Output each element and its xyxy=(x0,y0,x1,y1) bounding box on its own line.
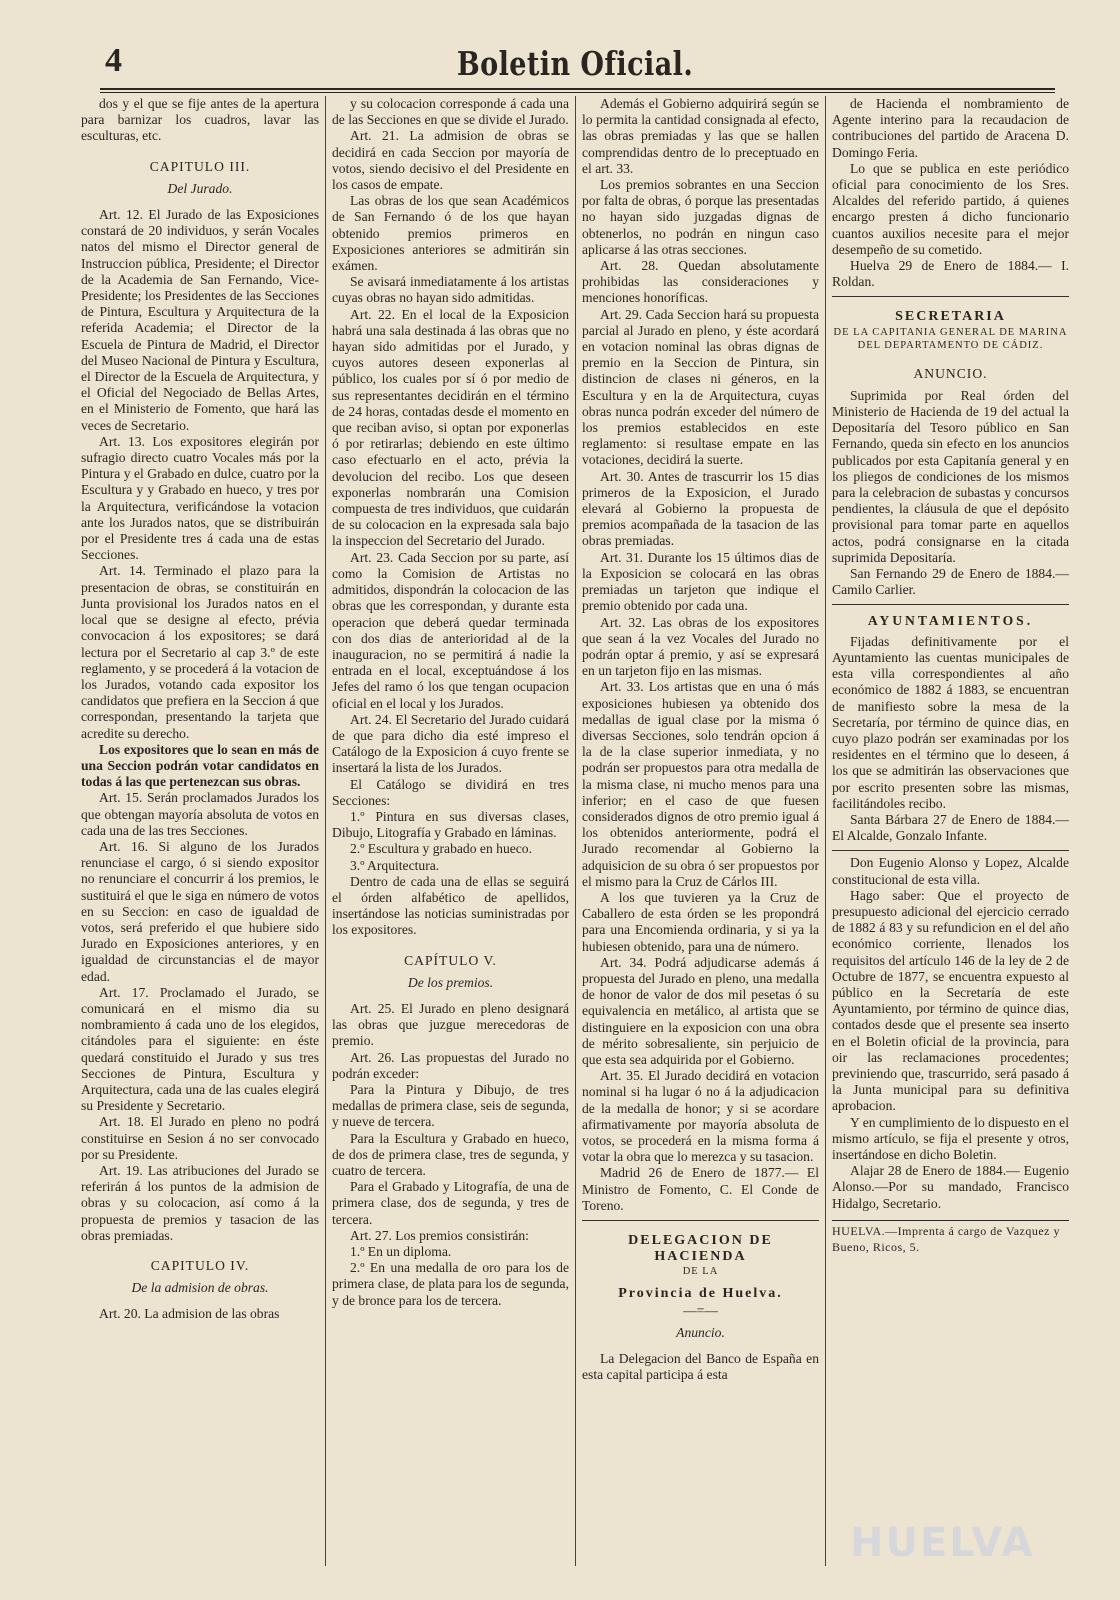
ornament-divider: —=— xyxy=(683,1302,718,1318)
signature: San Fernando 29 de Enero de 1884.—Camilo Carlier. xyxy=(832,566,1069,598)
notice-heading: ANUNCIO. xyxy=(913,365,988,381)
paragraph: 2.º Escultura y grabado en hueco. xyxy=(350,841,533,857)
signature: Alajar 28 de Enero de 1884.— Eugenio Alonso.—Por su mandado, Francisco Hidalgo, Secretario. xyxy=(832,1163,1069,1211)
signature: Madrid 26 de Enero de 1877.— El Ministro de Fomento, C. El Conde de Toreno. xyxy=(582,1165,819,1213)
paragraph: Se avisará inmediatamente á los artistas cuyas obras no hayan sido admitidas. xyxy=(332,274,569,306)
header-rule xyxy=(100,88,1055,93)
paragraph: Los premios sobrantes en una Seccion por falta de obras, ó porque las presentadas no hayan sido juzgadas dignas de obtenerlos, no podrán en ningun caso aplicarse á las otras secciones. xyxy=(582,177,819,257)
archive-watermark: HUELVA xyxy=(850,1520,1035,1566)
column-1 xyxy=(75,96,325,1566)
paragraph: Art. 33. Los artistas que en una ó más exposiciones hubiesen ya obtenido dos medallas de igual clase por la misma ó diversas Secciones, solo tendrán opcion á la de la clase superior inmediata, y no podrán ser propuestos para otra medalla de la misma clase, ni mucho menos para una inferior; en el caso de que fuesen considerados dignos de otro premio igual á los obtenidos anteriormente, podrá el Jurado recomendar al Gobierno la adquisicion de su obra ó ser propuestos por el mismo para la Cruz de Cárlos III. xyxy=(582,679,819,889)
paragraph: Las obras de los que sean Académicos de San Fernando ó de los que hayan obtenido premios primeros en Exposiciones anteriores se admitirán sin exámen. xyxy=(332,193,569,274)
page-number: 4 xyxy=(105,42,122,79)
chapter-heading: CAPITULO IV. xyxy=(150,1258,250,1274)
chapter-heading: CAPÍTULO V. xyxy=(404,952,497,968)
paragraph: Art. 15. Serán proclamados Jurados los que obtengan mayoría absoluta de votos en cada una de las tres Secciones. xyxy=(81,790,319,838)
paragraph: Fijadas definitivamente por el Ayuntamiento las cuentas municipales de esta villa correspondientes al año económico de 1882 á 1883, se encuentran de manifiesto sobre la mesa de la Secretaría, por término de quince dias, en cuyo plazo podrán ser examinadas por los residentes en el término que lo deseen, á los que se admitirán las observaciones que por escrito presenten sobre las mismas, facilitándoles recibo. xyxy=(832,633,1069,811)
imprint: HUELVA.—Imprenta á cargo de Vazquez y Bueno, Ricos, 5. xyxy=(832,1220,1069,1255)
paragraph: Art. 17. Proclamado el Jurado, se comunicará en el mismo dia su nombramiento á cada uno de los elegidos, citándoles para el siguiente: en éste quedará constituido el Jurado y sus tres Secciones de Pintura, Escultura y Arquitectura, cada una de las cuales elegirá su Presidente y Secretario. xyxy=(81,984,319,1114)
paragraph: Art. 35. El Jurado decidirá en votacion nominal si ha lugar ó no á la adjudicacion de la medalla de honor; y si se acordare afirmativamente por mayoría absoluta de votos, se procederá en la misma forma á votar la obra que lo merezca y su tasacion. xyxy=(582,1068,819,1165)
paragraph: Art. 14. Terminado el plazo para la presentacion de obras, se constituirán en Junta provisional los Jurados natos en el local que se designe al efecto, prévia convocacion á los expositores; se dará lectura por el Secretario al cap 3.º de este reglamento, y se procederá á la votacion de los Jurados, votando cada expositor los candidatos que prefiera en la Seccion á que correspondan, presentando la tarjeta que acredite su derecho. xyxy=(81,563,319,741)
paragraph: de Hacienda el nombramiento de Agente interino para la recaudacion de contribuciones del partido de Aracena D. Domingo Feria. xyxy=(832,96,1069,160)
paragraph: El Catálogo se dividirá en tres Secciones: xyxy=(332,776,569,808)
paragraph: Art. 13. Los expositores elegirán por sufragio directo cuatro Vocales más por la Pintura y el Grabado en dulce, cuatro por la Escultura y y Grabado en hueco, y tres por la Arquitectura, verificándose la votacion ante los Jurados natos, que se distribuirán por el Presidente tres á cada una de estas Secciones. xyxy=(81,433,319,563)
paragraph: 1.º En un diploma. xyxy=(350,1244,452,1260)
notice-heading: Anuncio. xyxy=(676,1324,725,1340)
paragraph: Art. 21. La admision de obras se decidirá en cada Seccion por mayoría de votos, siendo decisivo el del Presidente en los casos de empate. xyxy=(332,128,569,193)
paragraph: Suprimida por Real órden del Ministerio de Hacienda de 19 del actual la Depositaría del Tesoro público en San Fernando, queda sin efecto en los anuncios publicados por esta Capitanía general y en los pliegos de condiciones de los mismos para la celebracion de subastas y concursos pendientes, la cláusula de que el depósito provisional para tomar parte en aquellos actos, podrá consignarse en la citada suprimida Depositaría. xyxy=(832,387,1069,565)
paragraph: Art. 18. El Jurado en pleno no podrá constituirse en Sesion á no ser convocado por su Presidente. xyxy=(81,1114,319,1162)
paragraph: Art. 19. Las atribuciones del Jurado se referirán á los puntos de la admision de obras y su colocacion, así como á la propuesta de premios y tasacion de las obras premiadas. xyxy=(81,1163,319,1243)
paragraph: Hago saber: Que el proyecto de presupuesto adicional del ejercicio cerrado de 1882 á 83 y su refundicion en el del año económico corriente, llenados los requisitos del artículo 146 de la ley de 2 de Octubre de 1877, se encuentra expuesto al público en la Secretaría de este Ayuntamiento, por término de quince dias, contados desde que el presente sea inserto en el Boletin oficial de la provincia, para oir las reclamaciones procedentes; previniendo que, trascurrido, será pasado á la Junta municipal para su definitiva aprobacion. xyxy=(832,887,1069,1114)
paragraph: 2.º En una medalla de oro para los de primera clase, de plata para los de segunda, y de bronce para los de tercera. xyxy=(332,1260,569,1308)
paragraph: Art. 30. Antes de trascurrir los 15 dias primeros de la Exposicion, el Jurado elevará al Gobierno la propuesta de premios acompañada de la tasacion de las obras premiadas. xyxy=(582,468,819,549)
signature: Santa Bárbara 27 de Enero de 1884.—El Alcalde, Gonzalo Infante. xyxy=(832,811,1069,844)
column-2 xyxy=(325,96,575,1566)
paragraph: dos y el que se fije antes de la apertura para barnizar los cuadros, lavar las esculturas, etc. xyxy=(81,96,319,144)
section-subtitle: DE LA xyxy=(682,1266,719,1278)
section-title: Provincia de Huelva. xyxy=(618,1286,783,1302)
secretaria-section xyxy=(832,296,1069,598)
paragraph: 3.º Arquitectura. xyxy=(350,857,440,873)
paragraph: 1.º Pintura en sus diversas clases, Dibujo, Litografía y Grabado en láminas. xyxy=(332,808,569,841)
section-title: DELEGACION DE HACIENDA xyxy=(628,1233,773,1265)
paragraph: Art. 34. Podrá adjudicarse además á propuesta del Jurado en pleno, una medalla de honor de valor de dos mil pesetas ó su equivalencia en metálico, al artista que se distinguiere en la exposicion con una obra de mérito sobresaliente, sin perjuicio de que esta sea adquirida por el Gobierno. xyxy=(582,954,819,1067)
columns xyxy=(75,96,1075,1566)
ayuntamientos-section xyxy=(832,604,1069,844)
paragraph: Art. 29. Cada Seccion hará su propuesta parcial al Jurado en pleno, y éste acordará en votacion nominal las obras dignas de premio en la Seccion de Pintura, sin distincion de clases ni géneros, en la Escultura y en la de Arquitectura, cuyas obras nunca podrán exceder del número de los premios establecidos en este reglamento: si resultase empate en las votaciones, decidirá la suerte. xyxy=(582,306,819,468)
section-title: AYUNTAMIENTOS. xyxy=(867,613,1034,629)
paragraph: Art. 22. En el local de la Exposicion habrá una sala destinada á las obras que no hayan sido admitidas por el Jurado, y cuyos autores deseen exponerlas al público, los cuales por sí ó por medio de sus representantes decidirán en el término de 24 horas, contadas desde el momento en que reciban aviso, si optan por exponerlas ó por retirarlas; debiendo en este último caso efectuarlo en el acto, prévia la devolucion del recibo. Los que deseen exponerlas nombrarán una Comision compuesta de tres individuos, que cuidarán de su colocacion en la expresada sala bajo la inspeccion del Secretario del Jurado. xyxy=(332,306,569,549)
paragraph: Para la Pintura y Dibujo, de tres medallas de primera clase, seis de segunda, y nueve de tercera. xyxy=(332,1081,569,1130)
chapter-subtitle: De la admision de obras. xyxy=(131,1280,269,1296)
paragraph: Art. 27. Los premios consistirán: xyxy=(350,1227,529,1243)
paragraph: Art. 20. La admision de las obras xyxy=(99,1306,280,1322)
paragraph: Art. 16. Si alguno de los Jurados renunciase el cargo, ó si siendo expositor no renunciare el concurrir á los premios, le sustituirá el que le siga en número de votos en su Seccion: en caso de igualdad de votos, será preferido el que hubiere sido Jurado en Exposiciones anteriores, y en igualdad de circunstancias el de mayor edad. xyxy=(81,838,319,984)
paragraph: Art. 12. El Jurado de las Exposiciones constará de 20 individuos, y serán Vocales natos del mismo el Director general de Instruccion pública, Presidente; el Director de la Academia de San Fernando, Vice-Presidente; los Presidentes de las Secciones de Pintura, Escultura y Arquitectura de la referida Academia; el Director de la Escuela de Pintura de Madrid, el Director del Museo Nacional de Pintura y Escultura, el Director de la Escuela de Arquitectura, y el Oficial del Negociado de Bellas Artes, en el Ministerio de Fomento, que hará las veces de Secretario. xyxy=(81,207,319,433)
paragraph: Dentro de cada una de ellas se seguirá el órden alfabético de apellidos, insertándose las noticias suministradas por los expositores. xyxy=(332,873,569,938)
paragraph: Art. 24. El Secretario del Jurado cuidará de que para dicho dia esté impreso el Catálogo de la Exposicion á cuyo frente se insertará la lista de los Jurados. xyxy=(332,711,569,776)
signature: Huelva 29 de Enero de 1884.— I. Roldan. xyxy=(832,258,1069,290)
section-subtitle: DE LA CAPITANIA GENERAL DE MARINA DEL DEPARTAMENTO DE CÁDIZ. xyxy=(833,326,1068,351)
chapter-subtitle: De los premios. xyxy=(407,974,494,990)
paragraph: Los expositores que lo sean en más de una Seccion podrán votar candidatos en todas á las que pertenezcan sus obras. xyxy=(81,741,319,790)
paragraph: Lo que se publica en este periódico oficial para conocimiento de los Sres. Alcaldes del referido partido, á quienes encargo presten á dicho funcionario cuantos auxilios necesite para el mejor desempeño de su cometido. xyxy=(832,160,1069,257)
paragraph: Art. 23. Cada Seccion por su parte, así como la Comision de Artistas no admitidos, dispondrán la colocacion de las obras que les correspondan, y durante esta operacion que deberá quedar terminada con dos dias de anterioridad al de la inauguracion, no se permitirá á nadie la entrada en el local, exceptuándose á los Jefes del ramo ó los que tengan ocupacion oficial en el local y los Jurados. xyxy=(332,549,569,711)
paragraph: Para la Escultura y Grabado en hueco, de dos de primera clase, tres de segunda, y cuatro de tercera. xyxy=(332,1130,569,1178)
paragraph: La Delegacion del Banco de España en esta capital participa á esta xyxy=(582,1351,819,1383)
alajar-notice xyxy=(832,850,1069,1211)
page-header xyxy=(75,40,1075,88)
paragraph: Y en cumplimiento de lo dispuesto en el mismo artículo, se fija el presente y otros, insertándose en dicho Boletin. xyxy=(832,1114,1069,1162)
paragraph: Art. 26. Las propuestas del Jurado no podrán exceder: xyxy=(332,1049,569,1081)
paragraph: Don Eugenio Alonso y Lopez, Alcalde constitucional de esta villa. xyxy=(832,855,1069,887)
column-3 xyxy=(575,96,825,1566)
paragraph: Art. 25. El Jurado en pleno designará las obras que juzgue merecedoras de premio. xyxy=(332,1000,569,1049)
paragraph: A los que tuvieren ya la Cruz de Caballero de esta órden se les propondrá para una Encomienda ordinaria, y si ya la hubiesen obtenido, para una de número. xyxy=(582,889,819,954)
paragraph: Art. 32. Las obras de los expositores que sean á la vez Vocales del Jurado no podrán optar á premio, y así se expresará en un tarjeton fijo en las mismas. xyxy=(582,614,819,679)
section-title: SECRETARIA xyxy=(895,309,1006,325)
newspaper-title: Boletin Oficial. xyxy=(456,44,694,83)
delegacion-section xyxy=(582,1220,819,1383)
paragraph: y su colocacion corresponde á cada una de las Secciones en que se divide el Jurado. xyxy=(332,96,569,128)
chapter-subtitle: Del Jurado. xyxy=(167,180,233,196)
column-4 xyxy=(825,96,1075,1566)
chapter-heading: CAPITULO III. xyxy=(149,158,251,174)
paragraph: Para el Grabado y Litografía, de una de primera clase, dos de segunda, y tres de tercera. xyxy=(332,1179,569,1227)
paragraph: Art. 31. Durante los 15 últimos dias de la Exposicion se colocará en las obras premiadas un tarjeton que indique el premio obtenido por cada una. xyxy=(582,549,819,614)
paragraph: Art. 28. Quedan absolutamente prohibidas las consideraciones y menciones honoríficas. xyxy=(582,258,819,306)
paragraph: Además el Gobierno adquirirá según se lo permita la cantidad consignada al efecto, las obras premiadas y las que se hallen comprendidas dentro de lo preceptuado en el art. 33. xyxy=(582,96,819,176)
